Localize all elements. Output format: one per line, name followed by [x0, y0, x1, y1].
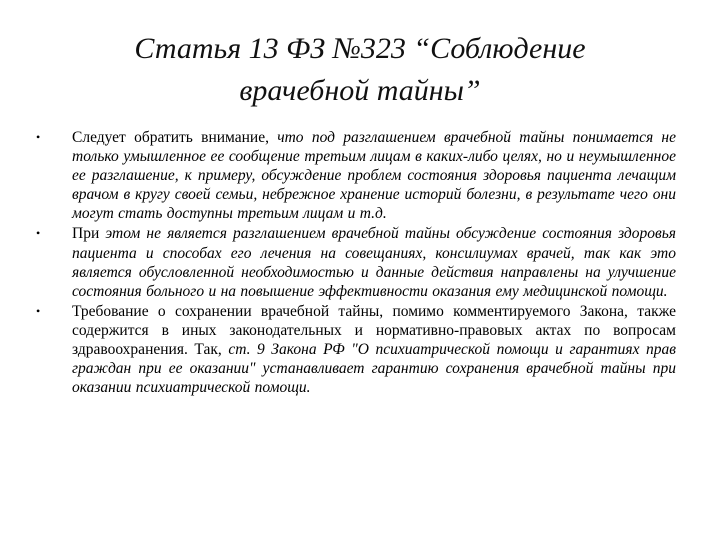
- bullet-text-italic: этом не является разглашением врачебной тайны обсуждение состояния здоровья пациента и способах его лечения на совещаниях, консилиумах врачей, так как это является обусловленной необходимостью и данные действия направлены на улучшение состояния больного и на повышение эффективности оказания ему медицинской помощи.: [72, 225, 676, 300]
- bullet-list: [36, 128, 676, 398]
- bullet-text-regular: При: [72, 225, 106, 243]
- bullet-text-regular: Требование о сохранении врачебной тайны, помимо комментируемого Закона, также содержится в иных законодательных и нормативно-правовых актах по вопросам здравоохранения. Так,: [72, 302, 676, 359]
- bullet-text-italic: что под разглашением врачебной тайны понимается не только умышленное ее сообщение третьим лицам в каких-либо целях, но и неумышленное ее разглашение, к примеру, обсуждение проблем состояния здоровья пациента лечащим врачом в кругу своей семьи, небрежное хранение историй болезни, в результате чего они могут стать доступны третьим лицам и т.д.: [72, 129, 676, 223]
- title-line-1: Статья 13 ФЗ №323 “Соблюдение: [134, 32, 586, 65]
- bullet-marker: •: [36, 130, 41, 144]
- bullet-marker: •: [36, 303, 41, 318]
- bullet-text-regular: Следует обратить внимание,: [72, 129, 278, 146]
- bullet-text-italic: ст. 9 Закона РФ "О психиатрической помощи и гарантиях прав граждан при ее оказании" устанавливает гарантию сохранения врачебной тайны при оказании психиатрической помощи.: [72, 341, 676, 397]
- bullet-item-2: [36, 224, 676, 300]
- slide-title: [60, 28, 660, 112]
- bullet-item-1: [36, 128, 676, 223]
- bullet-marker: •: [36, 226, 41, 241]
- title-line-2: врачебной тайны”: [239, 74, 481, 107]
- bullet-item-3: [36, 302, 676, 397]
